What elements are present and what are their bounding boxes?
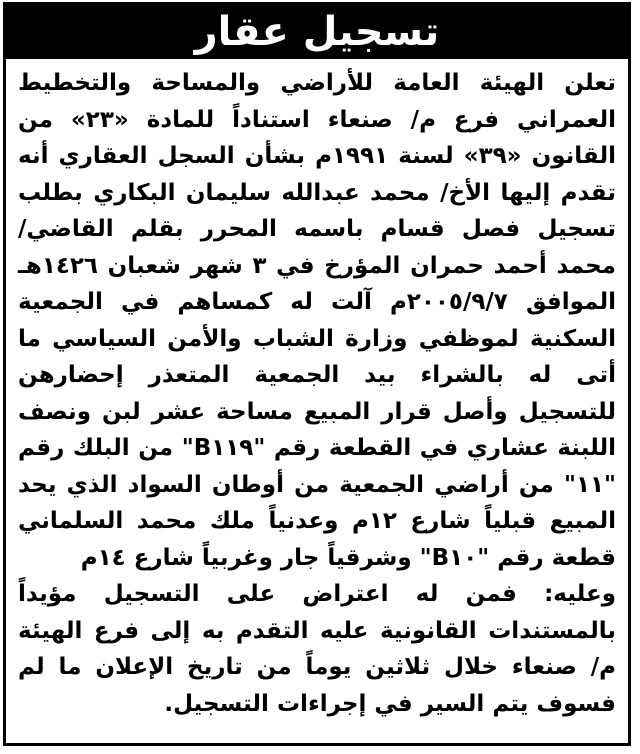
notice-paragraph-objection: وعليه: فمن له اعتراض على التسجيل مؤيداً بالمستندات القانونية عليه التقدم به إلى فرع الهيئة م/ صنعاء خلال ثلاثين يوماً من تاريخ الإعلان ما لم فسوف يتم السير في إجراءات التسجيل. [18,581,616,717]
notice-title: تسجيل عقار [194,9,440,55]
notice-paragraph-main: تعلن الهيئة العامة للأراضي والمساحة والتخطيط العمراني فرع م/ صنعاء استناداً للمادة «٢٣» من القانون «٣٩» لسنة ١٩٩١م بشأن السجل العقاري أنه تقدم إليها الأخ/ محمد عبدالله سليمان البكاري بطلب تسجيل فصل قسام باسمه المحرر بقلم القاضي/ محمد أحمد حمران المؤرخ في ٣ شهر شعبان ١٤٢٦هـ الموافق ٢٠٠٥/٩/٧م آلت له كمساهم في الجمعية السكنية لموظفي وزارة الشباب والأمن السياسي ما أتى له بالشراء بيد الجمعية المتعذر إحضارهن للتسجيل وأصل قرار المبيع مساحة عشر لبن ونصف اللبنة عشاري في القطعة رقم "B١١٩" من البلك رقم "١١" من أراضي الجمعية من أوطان السواد الذي يحد المبيع قبلياً شارع ١٢م وعدنياً ملك محمد السلماني قطعة رقم "B١٠" وشرقياً جار وغربياً شارع ١٤م [18,70,616,571]
property-registration-notice [3,2,631,746]
notice-body [18,65,616,722]
title-bar [6,5,628,59]
